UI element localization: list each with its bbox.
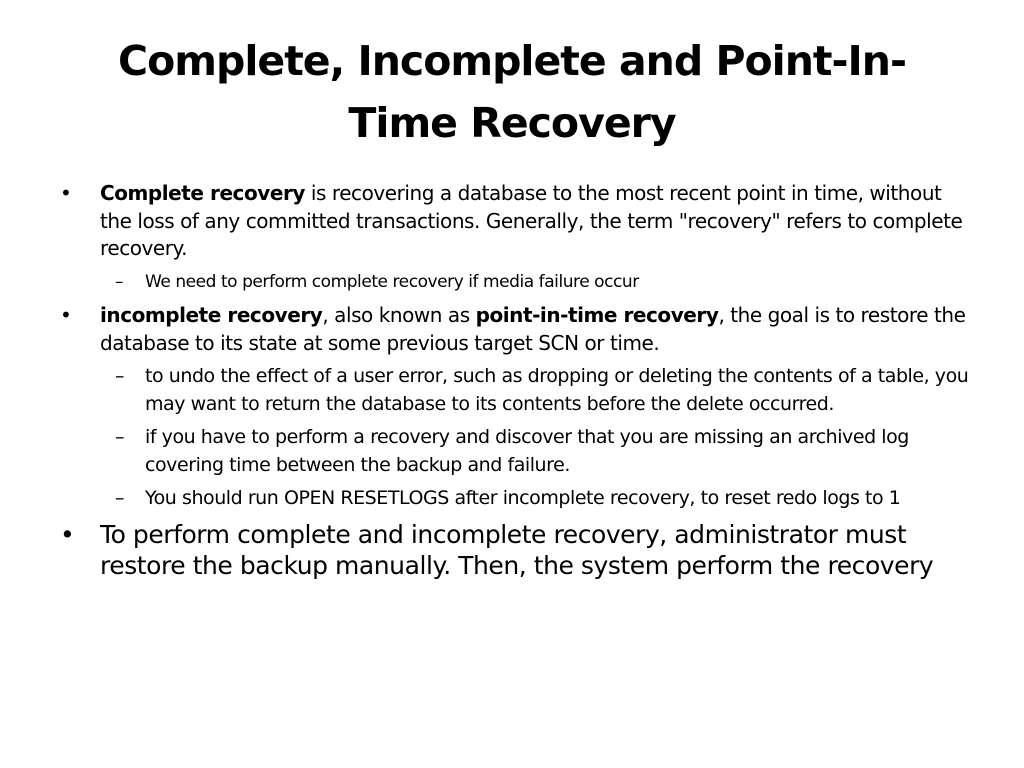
- sub-bullet-open-resetlogs: [58, 485, 978, 513]
- bullet-restore-backup: [58, 519, 978, 581]
- bullet-incomplete-recovery: [58, 302, 978, 357]
- term-complete-recovery: Complete recovery: [100, 181, 305, 205]
- bullet-icon: •: [60, 303, 72, 327]
- restore-backup-text: To perform complete and incomplete recovery, administrator must restore the backup manually. Then, the system perform the recovery: [100, 519, 934, 580]
- term-point-in-time-recovery: point-in-time recovery: [475, 303, 719, 327]
- slide-body: [58, 180, 978, 587]
- term-incomplete-recovery: incomplete recovery: [100, 303, 323, 327]
- incomplete-recovery-text: , the goal is to restore the database to its state at some previous target SCN or time.: [100, 303, 966, 355]
- title-line-1: Complete, Incomplete and Point-In-: [118, 37, 906, 85]
- dash-icon: –: [115, 271, 124, 292]
- user-error-text: to undo the effect of a user error, such as dropping or deleting the contents of a table, you may want to return the database to its contents before the delete occurred.: [145, 365, 969, 415]
- bullet-icon: •: [60, 519, 75, 549]
- title-line-2: Time Recovery: [348, 99, 676, 147]
- sub-bullet-user-error: [58, 363, 978, 418]
- dash-icon: –: [115, 426, 125, 448]
- dash-icon: –: [115, 487, 125, 509]
- dash-icon: –: [115, 365, 125, 387]
- sub-bullet-missing-archived-log: [58, 424, 978, 479]
- complete-recovery-text: is recovering a database to the most recent point in time, without the loss of any committed transactions. Generally, the term "recovery" refers to complete recovery.: [100, 181, 963, 260]
- bullet-complete-recovery: [58, 180, 978, 263]
- slide-title: [60, 30, 964, 154]
- open-resetlogs-text: You should run OPEN RESETLOGS after incomplete recovery, to reset redo logs to 1: [145, 487, 901, 509]
- sub-bullet-media-failure: [58, 269, 978, 297]
- media-failure-text: We need to perform complete recovery if media failure occur: [145, 271, 639, 292]
- missing-archived-log-text: if you have to perform a recovery and discover that you are missing an archived log covering time between the backup and failure.: [145, 426, 909, 476]
- incomplete-recovery-aka: , also known as: [322, 303, 476, 327]
- bullet-icon: •: [60, 181, 72, 205]
